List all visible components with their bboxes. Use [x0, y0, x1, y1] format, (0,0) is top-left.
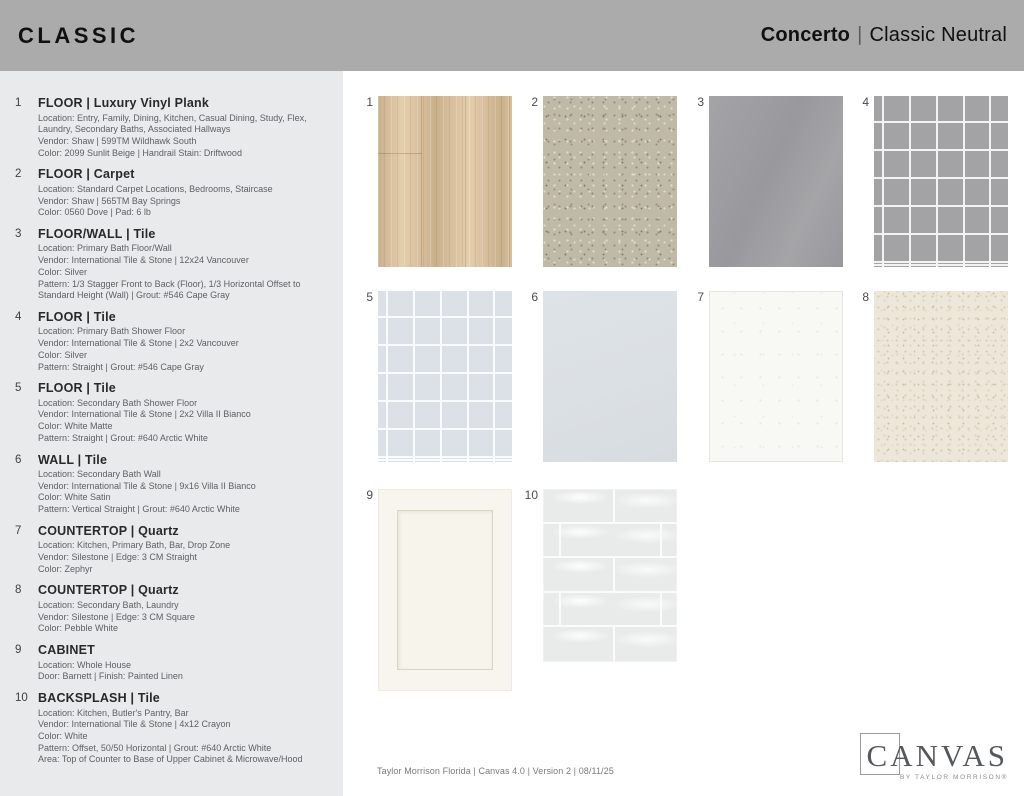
spec-body — [38, 167, 329, 219]
swatch-image — [543, 291, 677, 462]
spec-body — [38, 96, 329, 159]
swatch-image — [874, 96, 1008, 267]
spec-detail-line: Pattern: Vertical Straight | Grout: #640 Arctic White — [38, 504, 240, 515]
spec-item — [15, 583, 329, 635]
scheme-variant: Classic Neutral — [869, 24, 1007, 46]
spec-body — [38, 453, 329, 516]
tile-12x24-vancouver-swatch — [697, 95, 843, 267]
spec-detail-line: Pattern: Offset, 50/50 Horizontal | Grout: #640 Arctic White — [38, 742, 272, 753]
backsplash-4x12-crayon-swatch — [524, 488, 677, 662]
subway-tile-row — [543, 489, 677, 524]
subway-tile-row — [543, 627, 677, 662]
spec-detail-line: Color: 0560 Dove | Pad: 6 lb — [38, 207, 151, 218]
spec-detail-line: Color: White — [38, 730, 88, 741]
swatch-number: 8 — [862, 290, 869, 304]
swatch-image — [874, 291, 1008, 462]
cabinet-door-barnett-swatch — [366, 488, 512, 691]
logo-wordmark-wrap — [867, 740, 1008, 771]
spec-detail-line: Vendor: Silestone | Edge: 3 CM Square — [38, 611, 195, 622]
spec-body — [38, 643, 329, 683]
spec-number: 10 — [15, 692, 28, 704]
header-bar — [0, 0, 1024, 71]
spec-item — [15, 310, 329, 373]
spec-title: CABINET — [38, 643, 95, 658]
spec-detail-line: Pattern: Straight | Grout: #640 Arctic White — [38, 432, 208, 443]
spec-detail-line: Vendor: Shaw | 599TM Wildhawk South — [38, 135, 197, 146]
swatch-number: 9 — [366, 488, 373, 502]
spec-body — [38, 227, 329, 302]
swatch-number: 10 — [524, 488, 538, 502]
logo-subtext: BY TAYLOR MORRISON® — [899, 774, 1008, 781]
swatch-image — [378, 291, 512, 462]
tile-2x2-villa-bianco-swatch — [366, 290, 512, 462]
spec-detail-line: Vendor: International Tile & Stone | 2x2 Vancouver — [38, 338, 239, 349]
swatch-image — [709, 96, 843, 267]
spec-detail-line: Color: Pebble White — [38, 623, 119, 634]
swatch-number: 5 — [366, 290, 373, 304]
spec-detail-line: Color: White Satin — [38, 492, 111, 503]
spec-title: WALL | Tile — [38, 452, 108, 467]
scheme-title — [761, 24, 1007, 47]
spec-detail-line: Pattern: 1/3 Stagger Front to Back (Floor), 1/3 Horizontal Offset to Standard Height (Wall) | Grout: #546 Cape Gray — [38, 278, 301, 301]
spec-title: COUNTERTOP | Quartz — [38, 523, 179, 538]
spec-detail-line: Door: Barnett | Finish: Painted Linen — [38, 671, 183, 682]
spec-detail-line: Color: Silver — [38, 266, 88, 277]
spec-detail-line: Location: Kitchen, Butler's Pantry, Bar — [38, 707, 189, 718]
spec-title: FLOOR/WALL | Tile — [38, 226, 156, 241]
spec-item — [15, 691, 329, 766]
spec-number: 6 — [15, 453, 22, 466]
logo-wordmark: CANVAS — [866, 738, 1008, 773]
spec-item — [15, 381, 329, 444]
spec-detail-line: Color: 2099 Sunlit Beige | Handrail Stain: Driftwood — [38, 147, 242, 158]
subway-tile-row — [543, 524, 677, 559]
swatch-number: 3 — [697, 95, 704, 109]
spec-detail-line: Location: Secondary Bath Shower Floor — [38, 397, 198, 408]
swatch-image — [378, 96, 512, 267]
spec-number: 8 — [15, 584, 22, 597]
spec-item — [15, 227, 329, 302]
tile-9x16-villa-bianco-swatch — [531, 290, 677, 462]
swatch-image — [709, 291, 843, 462]
spec-detail-line: Vendor: Shaw | 565TM Bay Springs — [38, 195, 181, 206]
spec-body — [38, 524, 329, 576]
spec-number: 2 — [15, 168, 22, 181]
spec-detail-line: Location: Whole House — [38, 659, 132, 670]
spec-detail-line: Vendor: International Tile & Stone | 4x12 Crayon — [38, 719, 231, 730]
spec-number: 9 — [15, 644, 22, 657]
spec-body — [38, 691, 329, 766]
spec-body — [38, 310, 329, 373]
subway-tile-row — [543, 558, 677, 593]
spec-detail-line: Location: Kitchen, Primary Bath, Bar, Drop Zone — [38, 540, 231, 551]
spec-title: FLOOR | Tile — [38, 309, 116, 324]
swatch-image — [543, 96, 677, 267]
spec-body — [38, 583, 329, 635]
spec-detail-line: Area: Top of Counter to Base of Upper Cabinet & Microwave/Hood — [38, 754, 303, 765]
spec-body — [38, 381, 329, 444]
spec-detail-line: Vendor: International Tile & Stone | 12x24 Vancouver — [38, 255, 249, 266]
scheme-separator: | — [857, 24, 863, 46]
swatch-number: 6 — [531, 290, 538, 304]
collection-title: CLASSIC — [18, 22, 140, 48]
scheme-name: Concerto — [760, 24, 851, 46]
spec-detail-line: Vendor: International Tile & Stone | 2x2 Villa II Bianco — [38, 409, 251, 420]
spec-item — [15, 643, 329, 683]
spec-title: FLOOR | Tile — [38, 381, 116, 396]
swatch-number: 7 — [697, 290, 704, 304]
spec-number: 3 — [15, 227, 22, 240]
footer-info: Taylor Morrison Florida | Canvas 4.0 | Version 2 | 08/11/25 — [377, 766, 614, 776]
quartz-pebble-white-swatch — [862, 290, 1008, 462]
swatch-number: 1 — [366, 95, 373, 109]
spec-number: 4 — [15, 310, 22, 323]
spec-detail-line: Color: Silver — [38, 349, 88, 360]
spec-number: 1 — [15, 97, 22, 109]
luxury-vinyl-plank-swatch — [366, 95, 512, 267]
swatch-image — [378, 489, 512, 691]
spec-detail-line: Location: Primary Bath Floor/Wall — [38, 243, 172, 254]
quartz-zephyr-swatch — [697, 290, 843, 462]
spec-detail-line: Location: Primary Bath Shower Floor — [38, 326, 186, 337]
swatch-number: 2 — [531, 95, 538, 109]
swatch-number: 4 — [862, 95, 869, 109]
spec-number: 7 — [15, 524, 22, 537]
spec-item — [15, 96, 329, 159]
subway-tile-row — [543, 593, 677, 628]
tile-2x2-vancouver-swatch — [862, 95, 1008, 267]
spec-title: BACKSPLASH | Tile — [38, 691, 160, 705]
spec-detail-line: Color: White Matte — [38, 421, 113, 432]
spec-title: FLOOR | Luxury Vinyl Plank — [38, 96, 210, 110]
spec-item — [15, 453, 329, 516]
spec-detail-line: Color: Zephyr — [38, 563, 93, 574]
spec-detail-line: Location: Entry, Family, Dining, Kitchen, Casual Dining, Study, Flex, Laundry, Secondary Baths, Associated Hallways — [38, 112, 307, 135]
spec-list-panel — [0, 71, 343, 796]
spec-title: FLOOR | Carpet — [38, 167, 135, 182]
canvas-logo — [867, 740, 1008, 781]
swatch-board — [343, 71, 1024, 796]
spec-item — [15, 167, 329, 219]
spec-detail-line: Location: Secondary Bath Wall — [38, 469, 161, 480]
spec-detail-line: Vendor: Silestone | Edge: 3 CM Straight — [38, 552, 197, 563]
swatch-image — [543, 489, 677, 662]
carpet-bay-springs-swatch — [531, 95, 677, 267]
spec-detail-line: Pattern: Straight | Grout: #546 Cape Gray — [38, 361, 204, 372]
spec-detail-line: Location: Standard Carpet Locations, Bedrooms, Staircase — [38, 183, 273, 194]
spec-detail-line: Vendor: International Tile & Stone | 9x16 Villa II Bianco — [38, 480, 256, 491]
spec-number: 5 — [15, 382, 22, 395]
spec-detail-line: Location: Secondary Bath, Laundry — [38, 599, 179, 610]
spec-item — [15, 524, 329, 576]
spec-title: COUNTERTOP | Quartz — [38, 583, 179, 598]
